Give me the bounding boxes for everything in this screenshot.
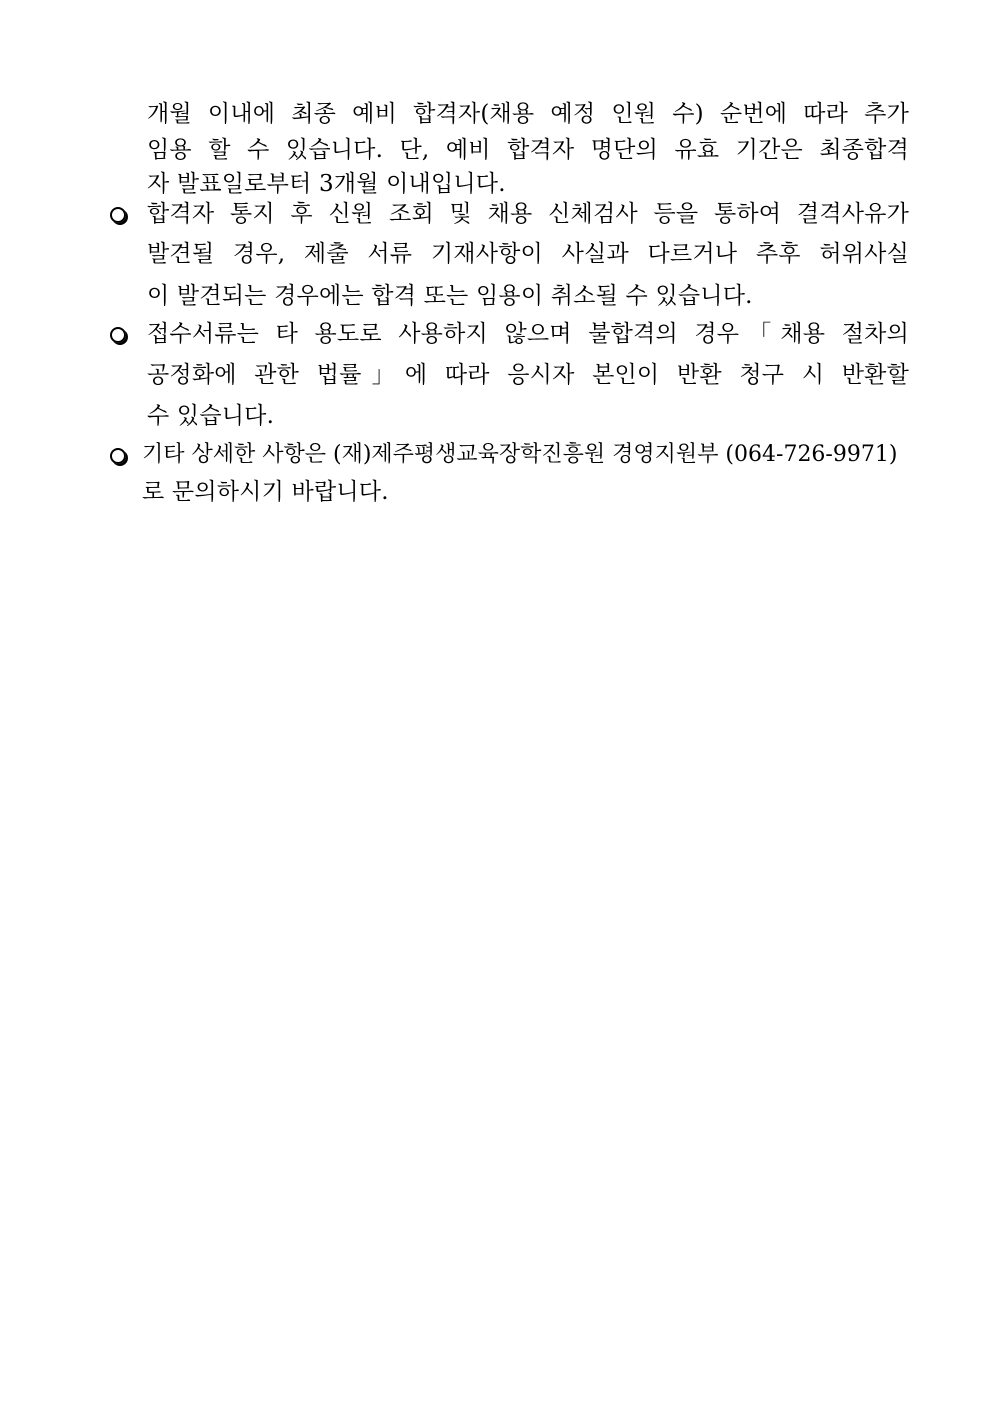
paragraph-1-line-3: 자 발표일로부터 3개월 이내입니다.	[147, 171, 506, 197]
paragraph-3-line-2: 공정화에 관한 법률」에 따라 응시자 본인이 반환 청구 시 반환할	[147, 362, 909, 388]
paragraph-4-line-1: 기타 상세한 사항은 (재)제주평생교육장학진흥원 경영지원부 (064-726-9971)	[142, 442, 898, 467]
paragraph-2-line-2: 발견될 경우, 제출 서류 기재사항이 사실과 다르거나 추후 허위사실	[147, 241, 909, 267]
paragraph-1-line-2: 임용 할 수 있습니다. 단, 예비 합격자 명단의 유효 기간은 최종합격	[147, 137, 909, 163]
paragraph-2-line-3: 이 발견되는 경우에는 합격 또는 임용이 취소될 수 있습니다.	[147, 283, 753, 309]
paragraph-4-line-2: 로 문의하시기 바랍니다.	[142, 479, 389, 505]
paragraph-3-line-3: 수 있습니다.	[147, 403, 275, 429]
paragraph-2-line-1: 합격자 통지 후 신원 조회 및 채용 신체검사 등을 통하여 결격사유가	[147, 201, 909, 227]
circle-bullet-icon	[110, 448, 126, 464]
circle-bullet-icon	[110, 207, 126, 223]
circle-bullet-icon	[110, 327, 126, 343]
paragraph-3-line-1: 접수서류는 타 용도로 사용하지 않으며 불합격의 경우「채용 절차의	[147, 321, 909, 347]
paragraph-1-line-1: 개월 이내에 최종 예비 합격자(채용 예정 인원 수) 순번에 따라 추가	[147, 101, 909, 127]
